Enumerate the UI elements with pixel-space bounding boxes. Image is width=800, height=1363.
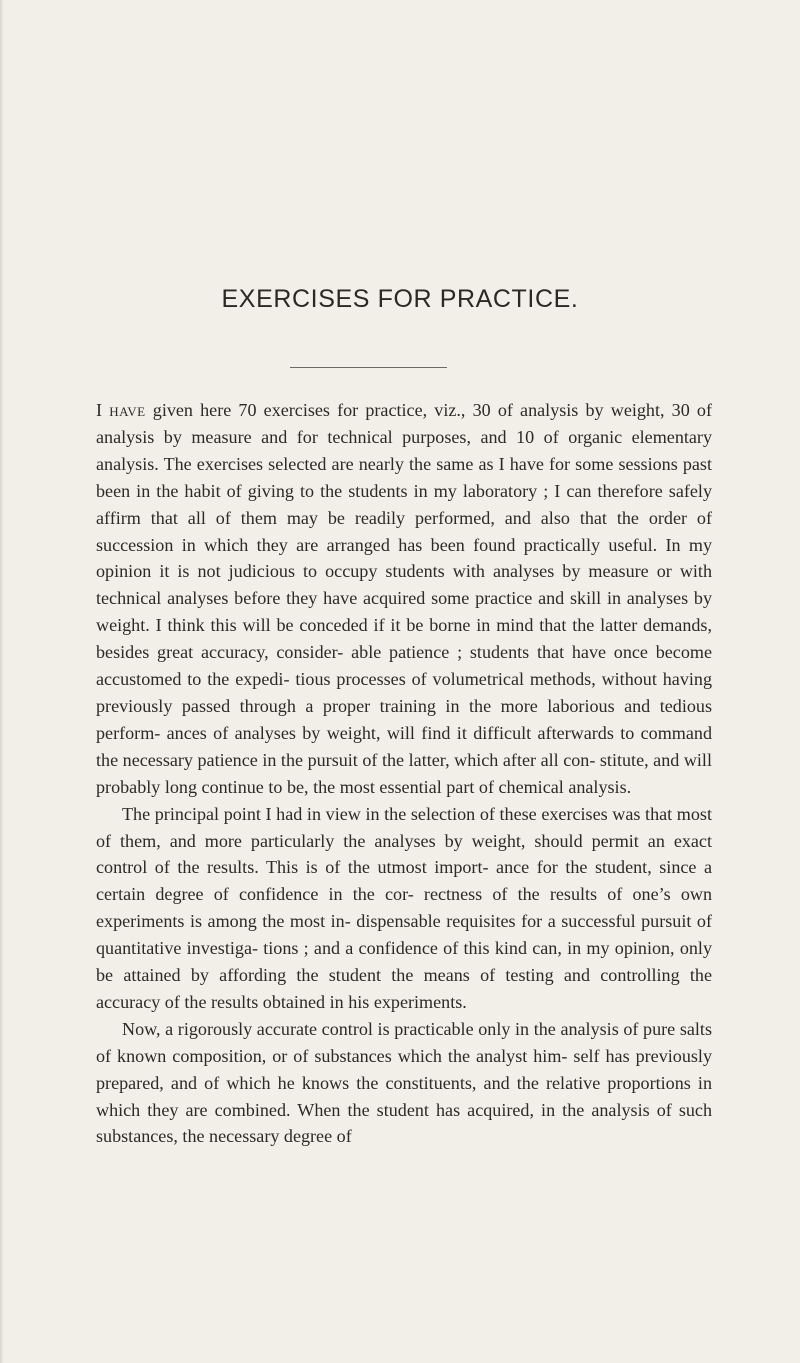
paragraph-2: The principal point I had in view in the selection of these exercises was that most of them, and more particularly the analyses by weight, should permit an exact control of the results. This is of the utmost import- ance for the student, since a certain degree of confidence in the cor- rectness of the results of one’s own experiments is among the most in- dispensable requisites for a successful pursuit of quantitative investiga- tions ; and a confidence of this kind can, in my opinion, only be attained by affording the student the means of testing and controlling the accuracy of the results obtained in his experiments. [96, 803, 712, 1012]
paragraph-1 [96, 397, 712, 801]
page-edge [0, 0, 3, 1363]
page-title: EXERCISES FOR PRACTICE. [221, 285, 579, 313]
paragraph-1-lead-smallcaps: have [109, 400, 146, 420]
title-rule [290, 367, 447, 368]
paragraph-1-text: given here 70 exercises for practice, viz., 30 of analysis by weight, 30 of analysis by measure and for technical purposes, and 10 of organic elementary analysis. The exercises selected are nearly the same as I have for some sessions past been in the habit of giving to the students in my laboratory ; I can therefore safely affirm that all of them may be readily performed, and also that the order of succession in which they are arranged has been found practically useful. In my opinion it is not judicious to occupy students with analyses by measure or with technical analyses before they have acquired some practice and skill in analyses by weight. I think this will be conceded if it be borne in mind that the latter demands, besides great accuracy, consider- able patience ; students that have once become accustomed to the expedi- tious processes of volumetrical methods, without having previously passed through a proper training in the more laborious and tedious perform- ances of analyses by weight, will find it difficult afterwards to command the necessary patience in the pursuit of the latter, which after all con- stitute, and will probably long continue to be, the most essential part of chemical analysis. [96, 400, 712, 797]
paragraph-1-lead: I [96, 400, 103, 420]
body-text [96, 397, 712, 1150]
paragraph-3: Now, a rigorously accurate control is practicable only in the analysis of pure salts of known composition, or of substances which the analyst him- self has previously prepared, and of which he knows the constituents, and the relative proportions in which they are combined. When the student has acquired, in the analysis of such substances, the necessary degree of [96, 1018, 712, 1147]
